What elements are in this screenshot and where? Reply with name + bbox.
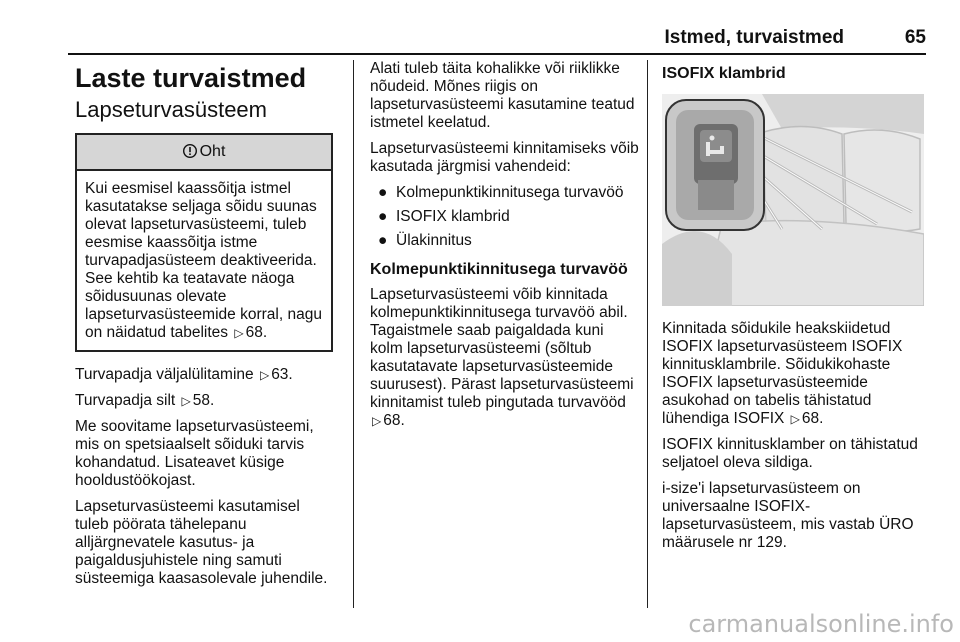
warning-icon — [183, 143, 197, 161]
airbag-deactivation-ref: Turvapadja väljalülitamine ▷ 63. — [75, 366, 293, 383]
page-reference-link[interactable]: 63. — [271, 366, 293, 383]
bullet-list — [370, 184, 640, 250]
paragraph: Lapseturvasüsteemi kasutamisel tuleb pöörata tähelepanu alljärgnevatele kasutus- ja paigaldusjuhistele ning samuti süsteemiga kaasasolevale juhendile. — [75, 498, 328, 587]
paragraph: Kinnitada sõidukile heakskiidetud ISOFIX lapseturvasüsteem ISOFIX kinnitusklambrile. Sõidukikohaste ISOFIX lapseturvasüsteemide asukohad on tabelis tähistatud lühendiga ISOFIX ▷ 68. — [662, 320, 903, 427]
bullet-icon: ● — [378, 232, 388, 249]
warning-text: Kui eesmisel kaassõitja istmel kasutatakse seljaga sõidu suunas olevat lapseturvasüsteemi, tuleb eesmise kaassõitja istme turvapadjasüsteem deaktiveerida. See kehtib ka teatavate näoga sõidusuunas olevate lapseturvasüsteemide korral, nagu on näidatud tabelites — [85, 180, 322, 341]
arrow-right-icon: ▷ — [790, 412, 800, 426]
warning-title: Oht — [199, 143, 226, 160]
airbag-label-ref: Turvapadja silt ▷ 58. — [75, 392, 215, 409]
paragraph: Me soovitame lapseturvasüsteemi, mis on spetsiaalselt sõiduki tarvis kohandatud. Lisateavet küsige hooldustöökojast. — [75, 418, 314, 489]
list-item: ● Ülakinnitus — [378, 232, 472, 249]
list-item: ● ISOFIX klambrid — [378, 208, 510, 225]
column-3 — [662, 60, 930, 560]
page-reference-link[interactable]: 58. — [192, 392, 215, 409]
warning-box — [75, 133, 333, 352]
paragraph: Lapseturvasüsteemi võib kinnitada kolmepunktikinnitusega turvavöö abil. Tagaistmele saab paigaldada kuni kolm lapseturvasüsteemi (sõltub kasutatavate lapseturvasüsteemide suurusest). Pärast lapseturvasüsteemi kinnitamist tuleb pingutada turvavööd ▷ 68. — [370, 286, 634, 429]
watermark: carmanualsonline.info — [688, 610, 954, 638]
page-header — [68, 27, 926, 55]
isofix-illustration — [662, 94, 924, 306]
paragraph: ISOFIX kinnitusklamber on tähistatud seljatoel oleva sildiga. — [662, 436, 918, 471]
section-name: Istmed, turvaistmed — [664, 27, 844, 48]
arrow-right-icon: ▷ — [372, 414, 382, 428]
paragraph: i-size'i lapseturvasüsteem on universaalne ISOFIX-lapseturvasüsteem, mis vastab ÜRO määrusele nr 129. — [662, 480, 914, 551]
page-reference-link[interactable]: 68. — [383, 412, 405, 429]
warning-body — [77, 171, 331, 350]
section-title: Lapseturvasüsteem — [75, 97, 267, 122]
paragraph: Lapseturvasüsteemi kinnitamiseks võib kasutada järgmisi vahendeid: — [370, 140, 639, 175]
page-reference-link[interactable]: 68. — [801, 410, 824, 427]
warning-header — [77, 135, 331, 171]
subsection-title: ISOFIX klambrid — [662, 65, 786, 82]
page-number: 65 — [904, 27, 926, 48]
subsection-title: Kolmepunktikinnitusega turvavöö — [370, 261, 628, 278]
arrow-right-icon: ▷ — [234, 326, 244, 340]
column-1 — [75, 60, 337, 596]
list-item: ● Kolmepunktikinnitusega turvavöö — [378, 184, 624, 201]
bullet-icon: ● — [378, 184, 388, 201]
paragraph: Alati tuleb täita kohalikke või riiklikke nõudeid. Mõnes riigis on lapseturvasüsteemi kasutamine teatud istmetel keelatud. — [370, 60, 635, 131]
column-divider-1 — [353, 60, 354, 608]
column-divider-2 — [647, 60, 648, 608]
chapter-title: Laste turvaistmed — [75, 63, 307, 93]
arrow-right-icon: ▷ — [181, 394, 191, 408]
bullet-icon: ● — [378, 208, 388, 225]
arrow-right-icon: ▷ — [259, 368, 270, 382]
column-2 — [370, 60, 640, 438]
page-reference-link[interactable]: 68. — [245, 324, 268, 341]
